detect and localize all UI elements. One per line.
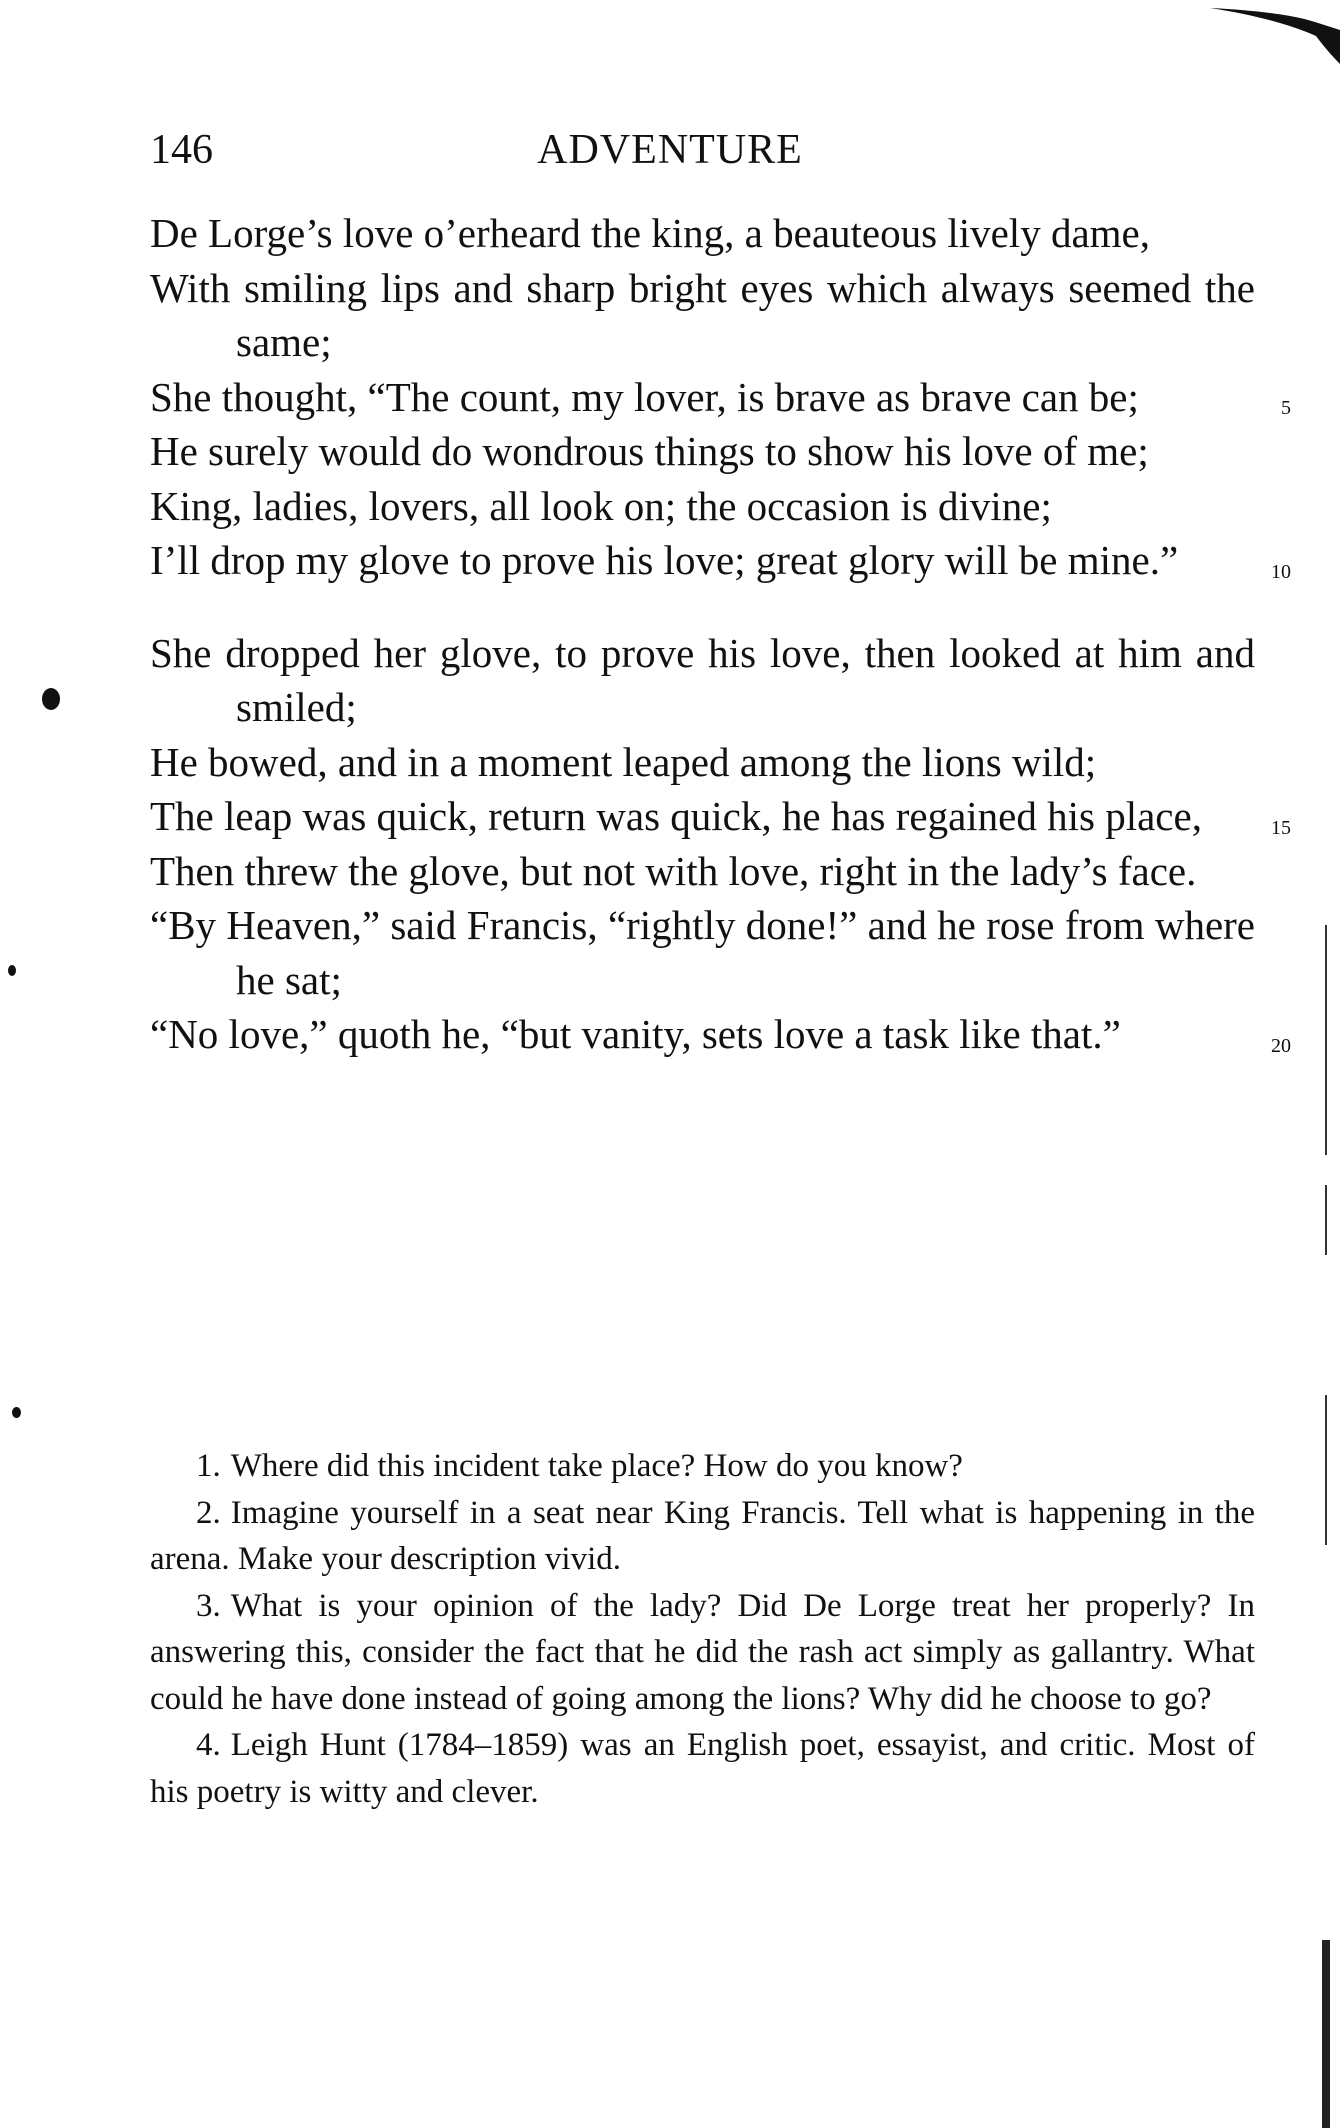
poem-line-text: De Lorge’s love o’erheard the king, a beauteous lively dame,: [150, 210, 1150, 256]
poem-line-text: She thought, “The count, my lover, is brave as brave can be;: [150, 373, 1139, 420]
line-number: 20: [1271, 1034, 1291, 1057]
scan-edge-line: [1325, 925, 1327, 1155]
scan-speck: [42, 688, 60, 710]
question: [150, 1490, 1255, 1583]
poem-line-text: “By Heaven,” said Francis, “rightly done!” and he rose from where he sat;: [150, 902, 1255, 1003]
poem-line-text: She dropped her glove, to prove his love, then looked at him and smiled;: [150, 629, 1255, 730]
line-number: 10: [1271, 560, 1291, 583]
poem-line: [150, 424, 1255, 479]
page-number: 146: [150, 127, 213, 173]
scan-speck: [12, 1407, 21, 1418]
question-number: 3.: [196, 1587, 221, 1624]
poem-line: [150, 898, 1255, 1007]
poem-line: [150, 789, 1291, 844]
poem-line: [150, 626, 1255, 735]
poem-line: [150, 261, 1255, 370]
question: [150, 1722, 1255, 1815]
scan-edge-line: [1325, 1395, 1327, 1545]
scan-edge-line: [1325, 1185, 1327, 1255]
question-text: What is your opinion of the lady? Did De Lorge treat her properly? In answering this, consider the fact that he did the rash act simply as gallantry. What could he have done instead of going among the lions? Why did he choose to go?: [150, 1587, 1255, 1717]
poem-line-text: “No love,” quoth he, “but vanity, sets love a task like that.”: [150, 1011, 1121, 1057]
poem-line-text: King, ladies, lovers, all look on; the occasion is divine;: [150, 482, 1052, 529]
poem-line-text: He bowed, and in a moment leaped among the lions wild;: [150, 738, 1097, 785]
question: [150, 1443, 1255, 1490]
poem-line-text: With smiling lips and sharp bright eyes which always seemed the same;: [150, 264, 1255, 365]
question-text: Imagine yourself in a seat near King Francis. Tell what is happening in the arena. Make your description vivid.: [150, 1494, 1255, 1577]
poem-line: [150, 735, 1255, 790]
scan-corner-mark: [1190, 0, 1340, 70]
poem-line: [150, 479, 1255, 534]
question-number: 2.: [196, 1494, 221, 1531]
poem-line: [150, 1007, 1291, 1062]
poem-line-text: He surely would do wondrous things to show his love of me;: [150, 428, 1149, 474]
question-number: 4.: [196, 1727, 221, 1763]
poem-line: [150, 206, 1255, 261]
poem-line-text: Then threw the glove, but not with love, right in the lady’s face.: [150, 847, 1197, 894]
question: [150, 1583, 1255, 1723]
poem-line: [150, 370, 1291, 425]
line-number: 15: [1271, 816, 1291, 839]
poem: [150, 206, 1291, 1062]
poem-stanza: [150, 626, 1291, 1062]
question-text: Leigh Hunt (1784–1859) was an English poet, essayist, and critic. Most of his poetry is witty and clever.: [150, 1727, 1255, 1810]
question-number: 1.: [196, 1448, 221, 1484]
poem-stanza: [150, 206, 1291, 588]
line-number: 5: [1281, 397, 1291, 419]
poem-line-text: The leap was quick, return was quick, he has regained his place,: [150, 793, 1202, 839]
poem-line: [150, 844, 1255, 899]
scan-speck: [8, 965, 16, 976]
study-questions: [150, 1443, 1255, 1815]
scan-edge-line: [1322, 1940, 1330, 2128]
running-title: ADVENTURE: [537, 127, 803, 173]
poem-line-text: I’ll drop my glove to prove his love; great glory will be mine.”: [150, 537, 1179, 583]
question-text: Where did this incident take place? How do you know?: [230, 1448, 963, 1484]
poem-line: [150, 533, 1291, 588]
